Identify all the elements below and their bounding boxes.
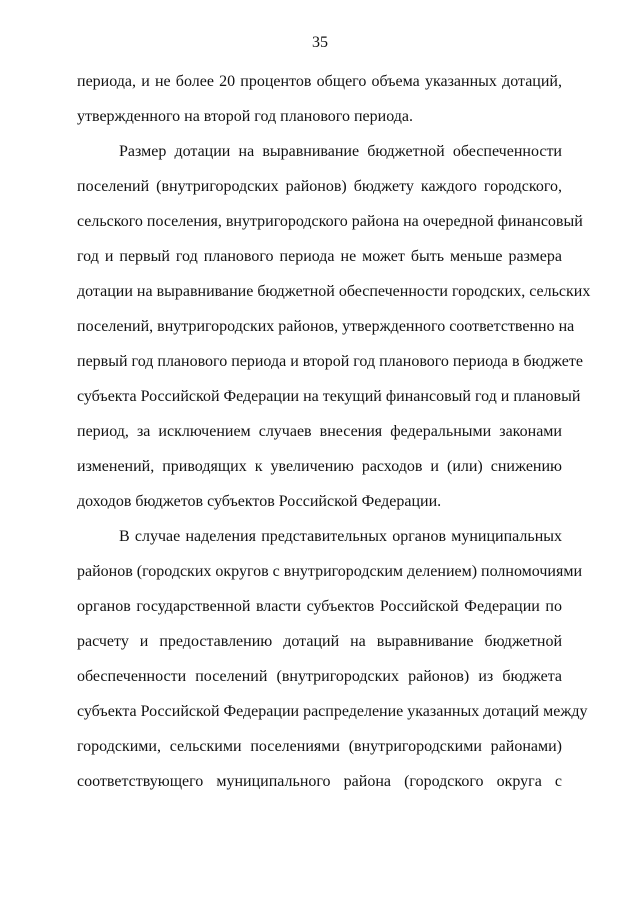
text-line: городскими, сельскими поселениями (внутригородскими районами): [77, 738, 562, 755]
text-line: районов (городских округов с внутригородским делением) полномочиями: [77, 563, 583, 580]
page-number: 35: [312, 34, 328, 51]
text-line: субъекта Российской Федерации на текущий финансовый год и плановый: [77, 388, 581, 405]
text-line: органов государственной власти субъектов Российской Федерации по: [77, 598, 562, 615]
text-line: изменений, приводящих к увеличению расходов и (или) снижению: [77, 458, 562, 475]
text-line: субъекта Российской Федерации распределение указанных дотаций между: [77, 703, 588, 720]
text-line: поселений (внутригородских районов) бюджету каждого городского,: [77, 178, 562, 195]
text-line: В случае наделения представительных органов муниципальных: [119, 528, 562, 545]
text-line: первый год планового периода и второй год планового периода в бюджете: [77, 353, 583, 370]
text-line: сельского поселения, внутригородского района на очередной финансовый: [77, 213, 583, 230]
text-line: доходов бюджетов субъектов Российской Федерации.: [77, 493, 442, 510]
text-line: периода, и не более 20 процентов общего объема указанных дотаций,: [77, 73, 562, 90]
text-line: период, за исключением случаев внесения федеральными законами: [77, 423, 562, 440]
text-line: год и первый год планового периода не может быть меньше размера: [77, 248, 562, 265]
text-line: обеспеченности поселений (внутригородских районов) из бюджета: [77, 668, 562, 685]
text-line: дотации на выравнивание бюджетной обеспеченности городских, сельских: [77, 283, 591, 300]
text-line: поселений, внутригородских районов, утвержденного соответственно на: [77, 318, 575, 335]
text-line: соответствующего муниципального района (городского округа с: [77, 773, 562, 790]
text-line: Размер дотации на выравнивание бюджетной обеспеченности: [119, 143, 562, 160]
text-line: утвержденного на второй год планового периода.: [77, 108, 413, 125]
text-line: расчету и предоставлению дотаций на выравнивание бюджетной: [77, 633, 562, 650]
